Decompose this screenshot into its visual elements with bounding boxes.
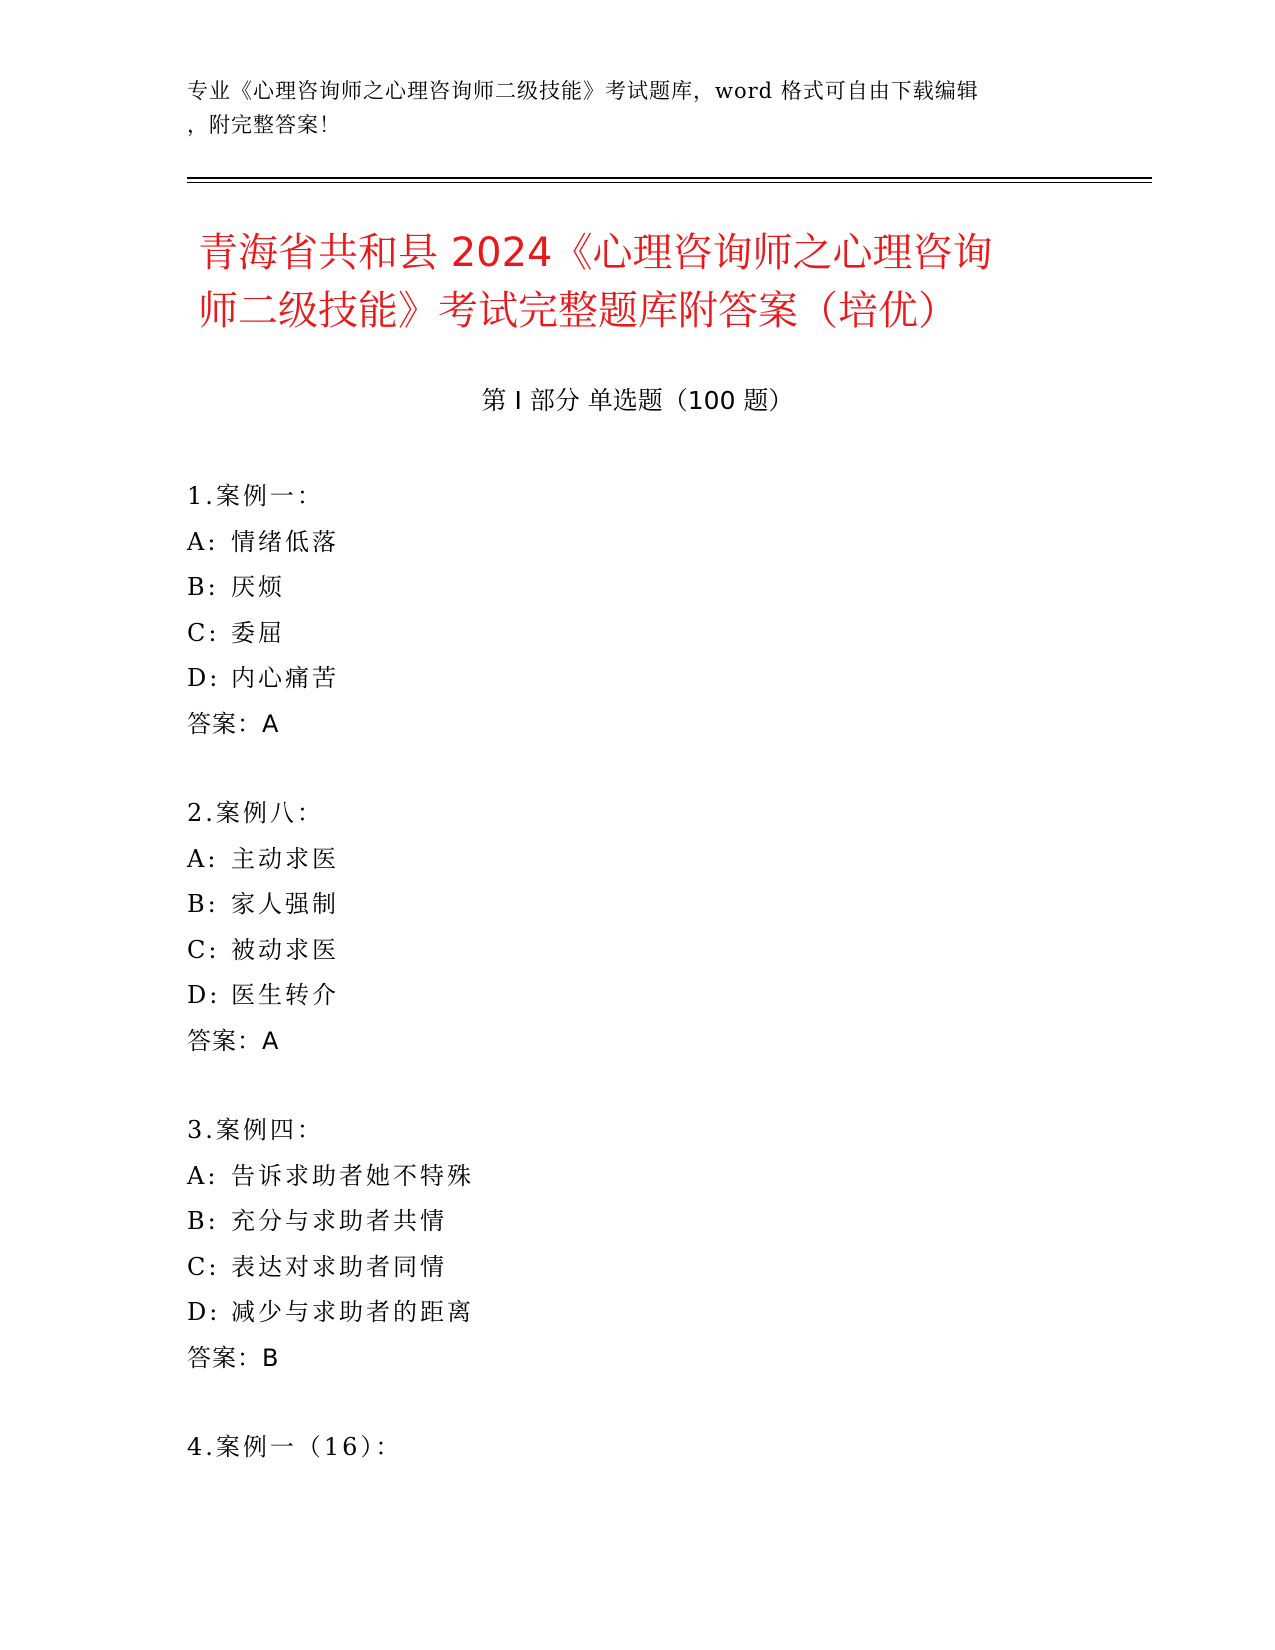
answer-line: 答案：A [187,1026,280,1055]
option-key: B: [187,1207,219,1235]
option-key: C: [187,1252,220,1281]
option-key: D: [187,1298,221,1326]
option-key: B: [187,890,219,918]
page-title [198,224,1098,340]
option-text: 厌烦 [231,573,285,601]
option-d [187,973,1087,1019]
answer-line: 答案：A [187,709,280,738]
option-text: 主动求医 [231,844,339,873]
option-text: 情绪低落 [231,527,339,556]
question-list [187,474,1087,1515]
option-b [187,882,1087,928]
section-heading: 第 I 部分 单选题（100 题） [481,386,794,415]
question-item [187,1425,1087,1471]
option-key: C: [187,618,220,647]
option-text: 减少与求助者的距离 [231,1298,474,1326]
option-key: A: [187,844,219,873]
option-b [187,565,1087,611]
page-title-line1: 青海省共和县 2024《心理咨询师之心理咨询 [198,230,993,276]
option-key: D: [187,664,221,692]
option-text: 委屈 [231,618,285,647]
question-stem: 4.案例一（16）： [187,1433,403,1461]
option-text: 被动求医 [231,935,339,964]
header-note-line1: 专业《心理咨询师之心理咨询师二级技能》考试题库，word 格式可自由下载编辑 [187,79,979,103]
option-c [187,611,1087,657]
option-a [187,1154,1087,1200]
question-item [187,1108,1087,1381]
header-note [187,74,1067,142]
option-key: D: [187,981,221,1009]
option-text: 充分与求助者共情 [231,1207,447,1235]
question-stem: 2.案例八： [187,799,324,827]
option-d [187,1290,1087,1336]
option-c [187,928,1087,974]
answer-line: 答案：B [187,1343,280,1372]
option-key: A: [187,527,219,556]
option-text: 医生转介 [231,981,339,1009]
option-a [187,837,1087,883]
header-note-line2: ，附完整答案！ [187,113,341,137]
option-key: B: [187,573,219,601]
option-text: 家人强制 [231,890,339,918]
option-a [187,520,1087,566]
option-key: C: [187,935,220,964]
option-d [187,656,1087,702]
option-key: A: [187,1161,219,1190]
option-b [187,1199,1087,1245]
header-divider-thin [187,182,1152,183]
question-stem: 3.案例四： [187,1116,324,1144]
question-item [187,474,1087,747]
option-text: 表达对求助者同情 [231,1252,447,1281]
option-text: 内心痛苦 [231,664,339,692]
question-item [187,791,1087,1064]
question-stem: 1.案例一： [187,482,324,510]
page-title-line2: 师二级技能》考试完整题库附答案（培优） [198,288,958,334]
header-divider-thick [187,177,1152,179]
option-text: 告诉求助者她不特殊 [231,1161,474,1190]
option-c [187,1245,1087,1291]
